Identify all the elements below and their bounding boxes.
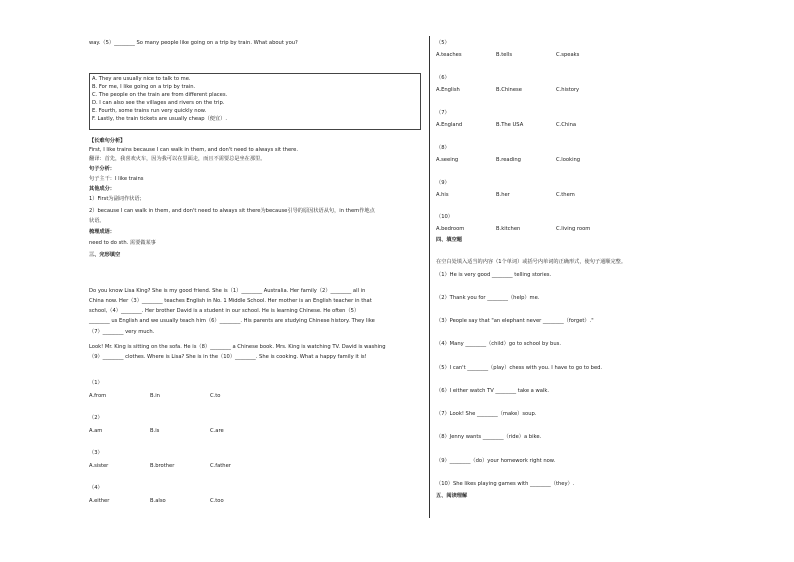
choice-c[interactable]: C.history (556, 87, 580, 93)
choice-a[interactable]: A.sister (89, 463, 109, 469)
choice-a[interactable]: A.from (89, 393, 107, 399)
choice-c[interactable]: C.to (210, 393, 221, 399)
choice-b[interactable]: B.in (150, 393, 160, 399)
choice-c[interactable]: C.too (210, 498, 224, 504)
fill-question: （3）People say that "an elephant never ________（forget）." (436, 318, 594, 324)
choice-a[interactable]: A.England (436, 122, 463, 128)
fill-instruction: 在空白处填入适当的内容（1个单词）或括号内单词的正确形式，使句子通顺完整。 (436, 259, 627, 265)
question-number: （3） (89, 450, 103, 456)
cloze-passage-line: China now. Her（3）________ teaches English in No. 1 Middle School. Her mother is an English teacher in that (89, 298, 372, 304)
analysis-line: need to do sth. 需要做某事 (89, 240, 156, 246)
analysis-line: 2）because I can walk in them, and don't need to always sit there为because引导的原因状语从句，in them作地点 (89, 208, 375, 214)
fill-question: （8）Jenny wants ________（ride）a bike. (436, 434, 542, 440)
question-number: （4） (89, 485, 103, 491)
choice-a[interactable]: A.teaches (436, 52, 462, 58)
fill-question: （4）Many ________（child）go to school by bus. (436, 341, 561, 347)
options-box (89, 73, 421, 130)
analysis-title: 【长难句分析】 (89, 138, 126, 144)
choice-b[interactable]: B.kitchen (496, 226, 521, 232)
analysis-line: 句子主干：I like trains (89, 176, 144, 182)
question-number: （5） (436, 40, 450, 46)
cloze-passage-line: （7）________ very much. (89, 329, 155, 335)
choice-c[interactable]: C.father (210, 463, 231, 469)
choice-c[interactable]: C.speaks (556, 52, 580, 58)
fill-question: （6）I either watch TV ________ take a walk. (436, 388, 550, 394)
option-a: A. They are usually nice to talk to me. (92, 76, 191, 82)
analysis-line: 梳理成语： (89, 229, 115, 235)
cloze-passage-line: school,（4）________. Her brother David is a student in our school. He is learning Chinese. He often（5） (89, 308, 360, 314)
fill-question: （2）Thank you for ________（help）me. (436, 295, 540, 301)
choice-b[interactable]: B.also (150, 498, 166, 504)
option-f: F. Lastly, the train tickets are usually cheap（便宜）. (92, 116, 227, 122)
analysis-line: 句子分析： (89, 166, 115, 172)
choice-a[interactable]: A.either (89, 498, 110, 504)
question-number: （8） (436, 145, 450, 151)
fill-question: （10）She likes playing games with ________（they）. (436, 481, 575, 487)
choice-b[interactable]: B.brother (150, 463, 175, 469)
option-b: B. For me, I like going on a trip by train. (92, 84, 196, 90)
cloze-passage-line: ________ us English and we usually teach him（6）________. His parents are studying Chinese history. They like (89, 318, 375, 324)
section-title-reading: 五、阅读理解 (436, 493, 468, 499)
analysis-line: 其他成分： (89, 186, 115, 192)
question-number: （9） (436, 180, 450, 186)
choice-a[interactable]: A.am (89, 428, 103, 434)
choice-b[interactable]: B.is (150, 428, 160, 434)
section-title-fill: 四、填空题 (436, 237, 462, 243)
choice-c[interactable]: C.are (210, 428, 224, 434)
choice-b[interactable]: B.her (496, 192, 510, 198)
choice-a[interactable]: A.English (436, 87, 460, 93)
question-number: （1） (89, 380, 103, 386)
column-divider (429, 36, 430, 518)
option-e: E. Fourth, some trains run very quickly now. (92, 108, 207, 114)
section-title-cloze: 三、完形填空 (89, 252, 121, 258)
analysis-line: 状语。 (89, 218, 105, 224)
fill-question: （5）I can't ________（play）chess with you. I have to go to bed. (436, 365, 603, 371)
choice-c[interactable]: C.them (556, 192, 575, 198)
choice-b[interactable]: B.The USA (496, 122, 524, 128)
choice-a[interactable]: A.bedroom (436, 226, 465, 232)
choice-c[interactable]: C.China (556, 122, 577, 128)
fill-question: （7）Look! She ________（make）soup. (436, 411, 537, 417)
question-number: （10） (436, 214, 453, 220)
question-number: （6） (436, 75, 450, 81)
choice-b[interactable]: B.reading (496, 157, 521, 163)
analysis-line: 1）First为副词作状语； (89, 196, 145, 202)
fill-question: （9）________（do）your homework right now. (436, 458, 556, 464)
choice-b[interactable]: B.Chinese (496, 87, 522, 93)
option-d: D. I can also see the villages and rivers on the trip. (92, 100, 225, 106)
cloze-passage-line: （9）________ clothes. Where is Lisa? She is in the（10）________. She is cooking. What a happy family it is! (89, 354, 367, 360)
question-number: （7） (436, 110, 450, 116)
choice-c[interactable]: C.living room (556, 226, 591, 232)
cloze-passage-line: Look! Mr. King is sitting on the sofa. He is（8）________ a Chinese book. Mrs. King is watching TV. David is washing (89, 344, 386, 350)
choice-a[interactable]: A.seeing (436, 157, 459, 163)
choice-b[interactable]: B.tells (496, 52, 513, 58)
cloze-passage-line: Do you know Lisa King? She is my good friend. She is（1）________ Australia. Her family（2）________ all in (89, 288, 366, 294)
passage-line-top: way.（5）________ So many people like going on a trip by train. What about you? (89, 40, 298, 46)
choice-c[interactable]: C.looking (556, 157, 581, 163)
fill-question: （1）He is very good ________ telling stories. (436, 272, 552, 278)
choice-a[interactable]: A.his (436, 192, 449, 198)
question-number: （2） (89, 415, 103, 421)
analysis-line: First, I like trains because I can walk in them, and don't need to always sit there. (89, 147, 299, 153)
option-c: C. The people on the train are from different places. (92, 92, 228, 98)
analysis-line: 翻译：首先，我喜欢火车，因为我可以在里面走，而且不需要总是坐在那里。 (89, 156, 266, 162)
